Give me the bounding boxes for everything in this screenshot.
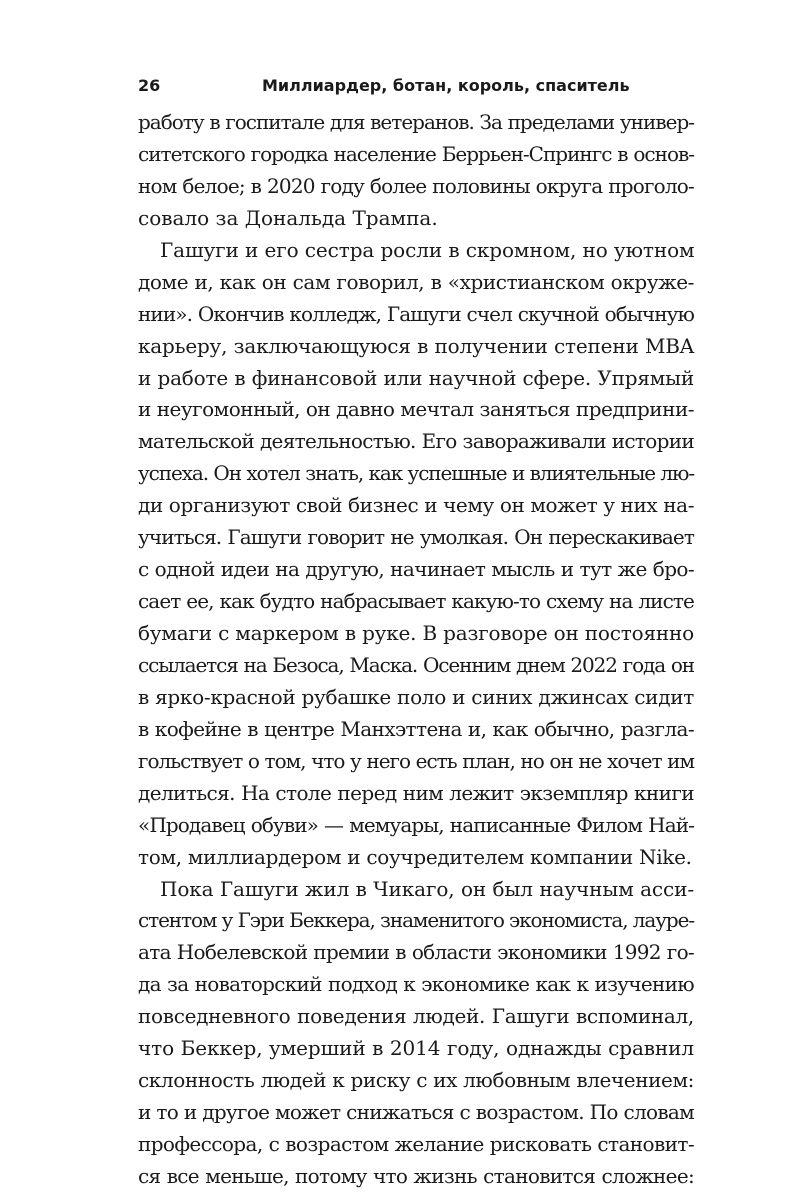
text-line: стентом у Гэри Беккера, знаменитого экономиста, лауре- — [138, 908, 694, 933]
running-header — [138, 74, 694, 98]
text-line: доме и, как он сам говорил, в «христианском окруже- — [138, 269, 694, 294]
text-line: совало за Дональда Трампа. — [138, 205, 438, 230]
text-line: ди организуют свой бизнес и чему он может у них на- — [138, 493, 695, 518]
text-line: и неугомонный, он давно мечтал заняться предприни- — [138, 397, 695, 422]
text-line: гольствует о том, что у него есть план, но он не хочет им — [138, 748, 694, 773]
text-line: Гашуги и его сестра росли в скромном, но уютном — [160, 237, 695, 262]
text-line: работу в госпитале для ветеранов. За пределами универ- — [138, 110, 694, 134]
text-line: «Продавец обуви» — мемуары, написанные Филом Най- — [138, 812, 694, 837]
text-line: и то и другое может снижаться с возрастом. По словам — [138, 1100, 694, 1125]
text-line: сает ее, как будто набрасывает какую-то схему на листе — [138, 589, 694, 614]
text-line: делиться. На столе перед ним лежит экземпляр книги — [138, 780, 694, 805]
text-line: с одной идеи на другую, начинает мысль и тут же бро- — [138, 557, 694, 582]
text-line: ссылается на Безоса, Маска. Осенним днем 2022 года он — [138, 652, 694, 677]
text-line: склонность людей к риску с их любовным влечением: — [138, 1068, 694, 1093]
text-line: да за новаторский подход к экономике как к изучению — [138, 972, 694, 997]
text-line: в ярко-красной рубашке поло и синих джинсах сидит — [138, 684, 694, 709]
page-number: 26 — [138, 76, 161, 95]
text-line: том, миллиардером и соучредителем компании Nike. — [138, 844, 692, 869]
text-line: профессора, с возрастом желание рисковать становит- — [138, 1132, 694, 1156]
text-line: ата Нобелевской премии в области экономики 1992 го- — [138, 940, 694, 965]
text-line: ся все меньше, потому что жизнь становится сложнее: — [138, 1163, 694, 1188]
text-line: бумаги с маркером в руке. В разговоре он постоянно — [138, 621, 694, 645]
text-line: нии». Окончив колледж, Гашуги счел скучной обычную — [138, 301, 694, 326]
text-line: ном белое; в 2020 году более половины округа проголо- — [138, 173, 694, 198]
text-line: Пока Гашуги жил в Чикаго, он был научным асси- — [160, 876, 694, 901]
text-line: мательской деятельностью. Его завораживали истории — [138, 429, 694, 454]
text-line: учиться. Гашуги говорит не умолкая. Он перескакивает — [138, 525, 694, 550]
text-line: карьеру, заключающуюся в получении степени MBA — [138, 333, 694, 358]
body-text — [138, 107, 694, 1193]
chapter-title: Миллиардер, ботан, король, спаситель — [262, 76, 630, 95]
text-line: успеха. Он хотел знать, как успешные и влиятельные лю- — [138, 461, 694, 486]
text-line: ситетского городка население Беррьен-Спрингс в основ- — [138, 141, 694, 166]
text-line: что Беккер, умерший в 2014 году, однажды сравнил — [138, 1036, 694, 1061]
text-line: повседневного поведения людей. Гашуги вспоминал, — [138, 1004, 694, 1029]
text-line: и работе в финансовой или научной сфере. Упрямый — [138, 365, 694, 390]
text-line: в кофейне в центре Манхэттена и, как обычно, разгла- — [138, 716, 694, 741]
